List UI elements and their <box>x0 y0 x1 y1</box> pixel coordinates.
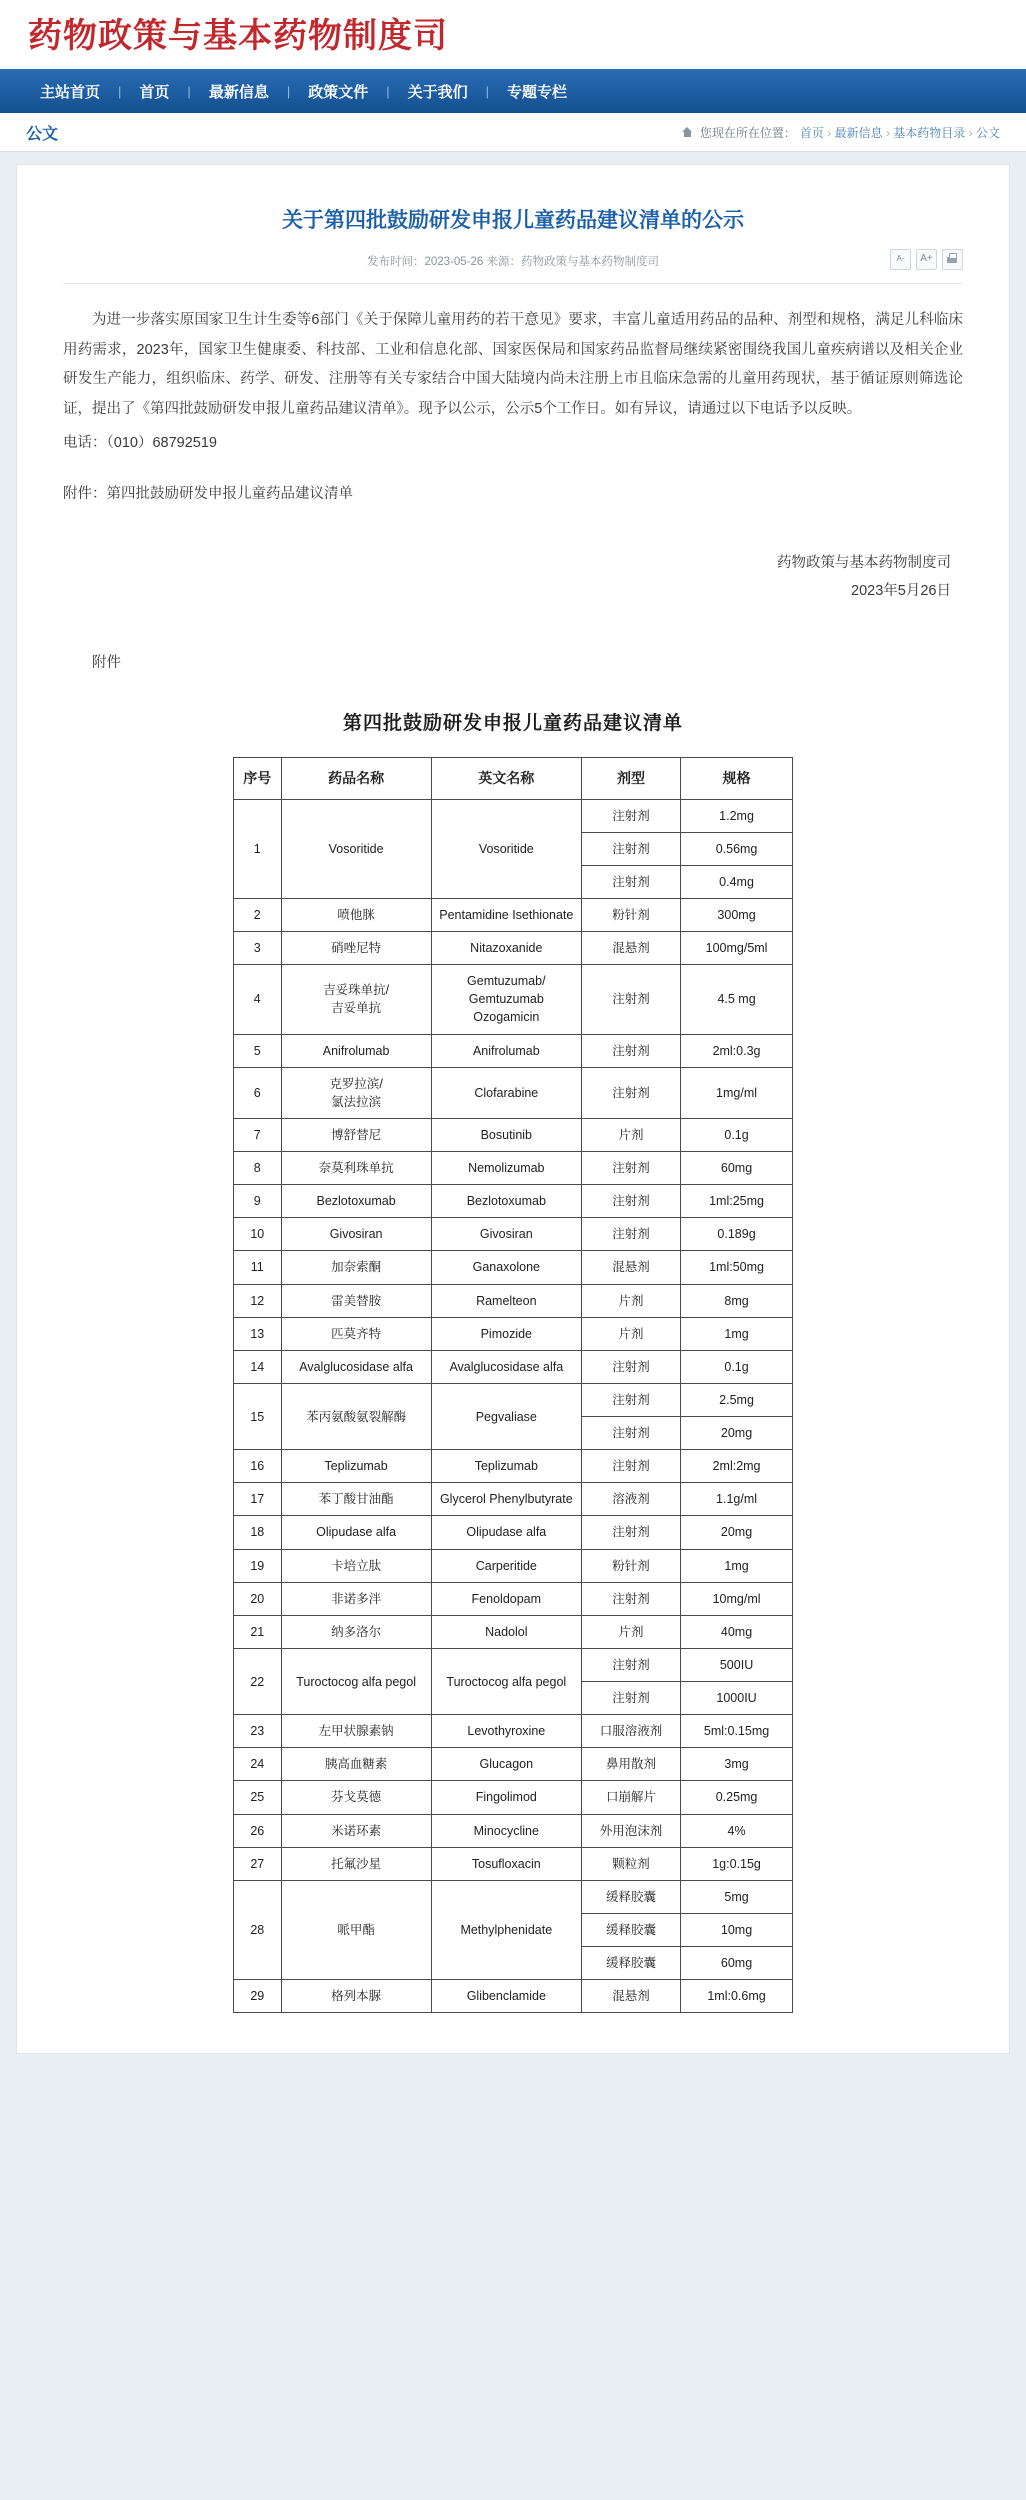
cell-dosage-form: 注射剂 <box>581 1516 680 1549</box>
cell-no: 23 <box>234 1715 282 1748</box>
cell-drug-name-cn: Anifrolumab <box>281 1034 431 1067</box>
cell-dosage-form: 注射剂 <box>581 799 680 832</box>
font-increase-button[interactable]: A+ <box>916 249 937 270</box>
cell-dosage-form: 混悬剂 <box>581 1980 680 2013</box>
cell-specification: 10mg/ml <box>681 1582 793 1615</box>
table-row <box>234 1483 793 1516</box>
table-row <box>234 1067 793 1118</box>
table-head <box>234 758 793 799</box>
cell-drug-name-cn: 哌甲酯 <box>281 1880 431 1979</box>
table-row <box>234 1118 793 1151</box>
cell-no: 9 <box>234 1185 282 1218</box>
breadcrumb-link-0[interactable]: 首页 <box>799 125 824 140</box>
cell-specification: 20mg <box>681 1516 793 1549</box>
drug-list-table <box>233 757 793 2013</box>
cell-no: 28 <box>234 1880 282 1979</box>
cell-drug-name-en: Clofarabine <box>431 1067 581 1118</box>
cell-dosage-form: 缓释胶囊 <box>581 1947 680 1980</box>
cell-specification: 2.5mg <box>681 1383 793 1416</box>
cell-drug-name-cn: 卡培立肽 <box>281 1549 431 1582</box>
table-header-4: 规格 <box>681 758 793 799</box>
cell-no: 10 <box>234 1218 282 1251</box>
cell-specification: 0.1g <box>681 1350 793 1383</box>
cell-dosage-form: 口崩解片 <box>581 1781 680 1814</box>
cell-specification: 8mg <box>681 1284 793 1317</box>
cell-dosage-form: 注射剂 <box>581 1067 680 1118</box>
cell-dosage-form: 注射剂 <box>581 1417 680 1450</box>
cell-drug-name-cn: Vosoritide <box>281 799 431 898</box>
cell-dosage-form: 口服溶液剂 <box>581 1715 680 1748</box>
cell-dosage-form: 缓释胶囊 <box>581 1913 680 1946</box>
table-header-3: 剂型 <box>581 758 680 799</box>
cell-drug-name-en: Nitazoxanide <box>431 932 581 965</box>
sub-header-bar <box>0 113 1026 152</box>
cell-dosage-form: 注射剂 <box>581 1682 680 1715</box>
cell-specification: 100mg/5ml <box>681 932 793 965</box>
cell-dosage-form: 颗粒剂 <box>581 1847 680 1880</box>
cell-drug-name-en: Ramelteon <box>431 1284 581 1317</box>
paragraph-main: 为进一步落实原国家卫生计生委等6部门《关于保障儿童用药的若干意见》要求，丰富儿童适用药品的品种、剂型和规格，满足儿科临床用药需求，2023年，国家卫生健康委、科技部、工业和信息化部、国家医保局和国家药品监督局继续紧密围绕我国儿童疾病谱以及相关企业研发生产能力，组织临床、药学、研发、注册等有关专家结合中国大陆境内尚未注册上市且临床急需的儿童用药现状，基于循证原则筛选论证，提出了《第四批鼓励研发申报儿童药品建议清单》。现予以公示，公示5个工作日。如有异议，请通过以下电话予以反映。 <box>63 311 963 418</box>
cell-specification: 1mg/ml <box>681 1067 793 1118</box>
breadcrumb[interactable] <box>682 124 1000 141</box>
cell-drug-name-cn: 格列本脲 <box>281 1980 431 2013</box>
cell-drug-name-en: Glucagon <box>431 1748 581 1781</box>
cell-drug-name-en: Glibenclamide <box>431 1980 581 2013</box>
signature-org: 药物政策与基本药物制度司 <box>777 555 951 572</box>
site-masthead <box>0 0 1026 69</box>
cell-specification: 10mg <box>681 1913 793 1946</box>
table-header-row <box>234 758 793 799</box>
cell-drug-name-cn: 雷美替胺 <box>281 1284 431 1317</box>
breadcrumb-items[interactable] <box>800 124 1000 141</box>
cell-dosage-form: 注射剂 <box>581 1582 680 1615</box>
cell-dosage-form: 片剂 <box>581 1118 680 1151</box>
cell-specification: 500IU <box>681 1648 793 1681</box>
cell-specification: 0.189g <box>681 1218 793 1251</box>
cell-no: 18 <box>234 1516 282 1549</box>
breadcrumb-link-2[interactable]: 基本药物目录 <box>893 125 966 140</box>
cell-drug-name-en: Fingolimod <box>431 1781 581 1814</box>
cell-drug-name-cn: 加奈索酮 <box>281 1251 431 1284</box>
table-row <box>234 1814 793 1847</box>
cell-specification: 5mg <box>681 1880 793 1913</box>
cell-no: 7 <box>234 1118 282 1151</box>
cell-drug-name-cn: Givosiran <box>281 1218 431 1251</box>
cell-no: 6 <box>234 1067 282 1118</box>
attachment-label: 附件 <box>92 655 121 672</box>
nav-item-3[interactable]: 政策文件 <box>308 83 369 101</box>
breadcrumb-separator: › <box>882 125 894 140</box>
cell-dosage-form: 粉针剂 <box>581 898 680 931</box>
main-navigation[interactable] <box>0 69 1026 113</box>
table-row <box>234 1152 793 1185</box>
cell-drug-name-en: Gemtuzumab/ Gemtuzumab Ozogamicin <box>431 965 581 1034</box>
cell-dosage-form: 混悬剂 <box>581 932 680 965</box>
cell-dosage-form: 缓释胶囊 <box>581 1880 680 1913</box>
cell-dosage-form: 注射剂 <box>581 1350 680 1383</box>
home-icon <box>682 127 693 137</box>
table-header-0: 序号 <box>234 758 282 799</box>
table-row <box>234 1350 793 1383</box>
cell-drug-name-en: Pegvaliase <box>431 1383 581 1449</box>
cell-dosage-form: 鼻用散剂 <box>581 1748 680 1781</box>
cell-dosage-form: 注射剂 <box>581 1450 680 1483</box>
cell-specification: 60mg <box>681 1947 793 1980</box>
cell-drug-name-en: Bosutinib <box>431 1118 581 1151</box>
cell-drug-name-en: Olipudase alfa <box>431 1516 581 1549</box>
cell-no: 14 <box>234 1350 282 1383</box>
cell-no: 12 <box>234 1284 282 1317</box>
nav-separator: | <box>118 83 122 99</box>
table-row <box>234 1880 793 1913</box>
table-row <box>234 965 793 1034</box>
table-row <box>234 1317 793 1350</box>
cell-no: 22 <box>234 1648 282 1714</box>
table-row <box>234 898 793 931</box>
cell-drug-name-cn: 胰高血糖素 <box>281 1748 431 1781</box>
table-row <box>234 1284 793 1317</box>
cell-specification: 5ml:0.15mg <box>681 1715 793 1748</box>
cell-specification: 3mg <box>681 1748 793 1781</box>
font-decrease-button[interactable]: A- <box>890 249 911 270</box>
document-tools[interactable] <box>890 249 963 270</box>
cell-drug-name-cn: Olipudase alfa <box>281 1516 431 1549</box>
table-row <box>234 1715 793 1748</box>
cell-drug-name-cn: Turoctocog alfa pegol <box>281 1648 431 1714</box>
nav-separator: | <box>485 83 490 99</box>
site-title: 药物政策与基本药物制度司 <box>28 17 448 55</box>
cell-dosage-form: 注射剂 <box>581 965 680 1034</box>
cell-drug-name-en: Nemolizumab <box>431 1152 581 1185</box>
document-card <box>16 164 1010 2054</box>
cell-no: 4 <box>234 965 282 1034</box>
cell-drug-name-en: Tosufloxacin <box>431 1847 581 1880</box>
table-header-1: 药品名称 <box>281 758 431 799</box>
table-row <box>234 1549 793 1582</box>
signature-block <box>63 550 963 605</box>
cell-drug-name-en: Carperitide <box>431 1549 581 1582</box>
breadcrumb-prefix: 您现在所在位置： <box>699 125 796 140</box>
table-row <box>234 1582 793 1615</box>
cell-specification: 1ml:50mg <box>681 1251 793 1284</box>
table-row <box>234 799 793 832</box>
table-row <box>234 1218 793 1251</box>
cell-drug-name-cn: 硝唑尼特 <box>281 932 431 965</box>
cell-drug-name-cn: 博舒替尼 <box>281 1118 431 1151</box>
cell-specification: 1.1g/ml <box>681 1483 793 1516</box>
cell-no: 26 <box>234 1814 282 1847</box>
cell-no: 27 <box>234 1847 282 1880</box>
cell-dosage-form: 溶液剂 <box>581 1483 680 1516</box>
cell-no: 24 <box>234 1748 282 1781</box>
table-row <box>234 932 793 965</box>
cell-drug-name-cn: 芬戈莫德 <box>281 1781 431 1814</box>
cell-no: 25 <box>234 1781 282 1814</box>
document-meta: 发布时间：2023-05-26 来源：药物政策与基本药物制度司 <box>366 255 660 268</box>
cell-drug-name-en: Nadolol <box>431 1615 581 1648</box>
signature-date: 2023年5月26日 <box>851 582 951 599</box>
cell-specification: 4% <box>681 1814 793 1847</box>
table-row <box>234 1034 793 1067</box>
cell-no: 17 <box>234 1483 282 1516</box>
cell-drug-name-cn: Bezlotoxumab <box>281 1185 431 1218</box>
cell-dosage-form: 混悬剂 <box>581 1251 680 1284</box>
cell-drug-name-cn: 匹莫齐特 <box>281 1317 431 1350</box>
cell-drug-name-en: Fenoldopam <box>431 1582 581 1615</box>
cell-dosage-form: 注射剂 <box>581 1034 680 1067</box>
cell-dosage-form: 片剂 <box>581 1615 680 1648</box>
cell-specification: 0.4mg <box>681 865 793 898</box>
cell-drug-name-en: Anifrolumab <box>431 1034 581 1067</box>
cell-drug-name-en: Minocycline <box>431 1814 581 1847</box>
cell-no: 5 <box>234 1034 282 1067</box>
table-row <box>234 1980 793 2013</box>
cell-specification: 1.2mg <box>681 799 793 832</box>
section-label: 公文 <box>26 125 59 143</box>
cell-specification: 1ml:25mg <box>681 1185 793 1218</box>
cell-drug-name-cn: 克罗拉滨/ 氯法拉滨 <box>281 1067 431 1118</box>
cell-drug-name-en: Ganaxolone <box>431 1251 581 1284</box>
nav-separator: | <box>286 83 291 99</box>
cell-specification: 1g:0.15g <box>681 1847 793 1880</box>
cell-dosage-form: 注射剂 <box>581 1185 680 1218</box>
cell-no: 1 <box>234 799 282 898</box>
cell-no: 21 <box>234 1615 282 1648</box>
cell-dosage-form: 注射剂 <box>581 1383 680 1416</box>
nav-separator: | <box>386 83 390 99</box>
cell-dosage-form: 外用泡沫剂 <box>581 1814 680 1847</box>
document-meta-row <box>63 253 963 284</box>
cell-drug-name-en: Bezlotoxumab <box>431 1185 581 1218</box>
nav-item-4[interactable]: 关于我们 <box>407 83 468 101</box>
cell-drug-name-en: Avalglucosidase alfa <box>431 1350 581 1383</box>
cell-dosage-form: 注射剂 <box>581 832 680 865</box>
cell-drug-name-cn: 纳多洛尔 <box>281 1615 431 1648</box>
cell-specification: 1mg <box>681 1549 793 1582</box>
cell-drug-name-en: Givosiran <box>431 1218 581 1251</box>
cell-no: 29 <box>234 1980 282 2013</box>
nav-item-1[interactable]: 首页 <box>139 83 170 101</box>
cell-dosage-form: 粉针剂 <box>581 1549 680 1582</box>
cell-no: 3 <box>234 932 282 965</box>
cell-drug-name-cn: 托氟沙星 <box>281 1847 431 1880</box>
cell-drug-name-cn: 非诺多泮 <box>281 1582 431 1615</box>
cell-drug-name-en: Methylphenidate <box>431 1880 581 1979</box>
cell-specification: 2ml:2mg <box>681 1450 793 1483</box>
cell-specification: 1000IU <box>681 1682 793 1715</box>
table-body <box>234 799 793 2013</box>
cell-drug-name-cn: 米诺环素 <box>281 1814 431 1847</box>
cell-drug-name-cn: 喷他脒 <box>281 898 431 931</box>
table-row <box>234 1648 793 1681</box>
cell-dosage-form: 注射剂 <box>581 1648 680 1681</box>
cell-no: 20 <box>234 1582 282 1615</box>
table-row <box>234 1383 793 1416</box>
paragraph-phone: 电话：（010）68792519 <box>63 434 217 451</box>
cell-no: 13 <box>234 1317 282 1350</box>
cell-drug-name-cn: Avalglucosidase alfa <box>281 1350 431 1383</box>
nav-item-2[interactable]: 最新信息 <box>208 83 269 101</box>
cell-drug-name-en: Vosoritide <box>431 799 581 898</box>
table-row <box>234 1516 793 1549</box>
cell-no: 16 <box>234 1450 282 1483</box>
cell-specification: 0.1g <box>681 1118 793 1151</box>
cell-specification: 0.25mg <box>681 1781 793 1814</box>
cell-drug-name-en: Teplizumab <box>431 1450 581 1483</box>
cell-drug-name-cn: 苯丁酸甘油酯 <box>281 1483 431 1516</box>
cell-no: 2 <box>234 898 282 931</box>
nav-separator: | <box>187 83 191 99</box>
cell-specification: 1mg <box>681 1317 793 1350</box>
table-row <box>234 1251 793 1284</box>
cell-drug-name-en: Turoctocog alfa pegol <box>431 1648 581 1714</box>
cell-drug-name-cn: 吉妥珠单抗/ 吉妥单抗 <box>281 965 431 1034</box>
cell-drug-name-en: Levothyroxine <box>431 1715 581 1748</box>
print-icon[interactable] <box>942 249 963 270</box>
cell-dosage-form: 注射剂 <box>581 1152 680 1185</box>
breadcrumb-link-3[interactable]: 公文 <box>975 125 1000 140</box>
cell-dosage-form: 片剂 <box>581 1284 680 1317</box>
cell-drug-name-en: Glycerol Phenylbutyrate <box>431 1483 581 1516</box>
cell-specification: 40mg <box>681 1615 793 1648</box>
content-wrapper <box>0 152 1026 2074</box>
cell-specification: 60mg <box>681 1152 793 1185</box>
table-row <box>234 1615 793 1648</box>
breadcrumb-separator: › <box>965 125 976 140</box>
cell-specification: 300mg <box>681 898 793 931</box>
cell-specification: 20mg <box>681 1417 793 1450</box>
cell-drug-name-cn: 左甲状腺素钠 <box>281 1715 431 1748</box>
nav-item-5[interactable]: 专题专栏 <box>507 83 568 101</box>
document-body <box>63 306 963 510</box>
table-title: 第四批鼓励研发申报儿童药品建议清单 <box>342 713 683 735</box>
paragraph-attachment: 附件：第四批鼓励研发申报儿童药品建议清单 <box>63 486 353 503</box>
breadcrumb-separator: › <box>823 125 835 140</box>
table-row <box>234 1748 793 1781</box>
cell-no: 11 <box>234 1251 282 1284</box>
page-title: 关于第四批鼓励研发申报儿童药品建议清单的公示 <box>282 209 744 233</box>
cell-drug-name-en: Pentamidine Isethionate <box>431 898 581 931</box>
cell-dosage-form: 片剂 <box>581 1317 680 1350</box>
cell-no: 19 <box>234 1549 282 1582</box>
cell-no: 8 <box>234 1152 282 1185</box>
table-header-2: 英文名称 <box>431 758 581 799</box>
cell-specification: 2ml:0.3g <box>681 1034 793 1067</box>
cell-drug-name-cn: Teplizumab <box>281 1450 431 1483</box>
table-row <box>234 1781 793 1814</box>
table-row <box>234 1450 793 1483</box>
nav-item-0[interactable]: 主站首页 <box>40 83 101 101</box>
breadcrumb-link-1[interactable]: 最新信息 <box>834 125 883 140</box>
cell-no: 15 <box>234 1383 282 1449</box>
cell-drug-name-cn: 奈莫利珠单抗 <box>281 1152 431 1185</box>
table-row <box>234 1185 793 1218</box>
cell-drug-name-cn: 苯丙氨酸氨裂解酶 <box>281 1383 431 1449</box>
cell-specification: 0.56mg <box>681 832 793 865</box>
cell-dosage-form: 注射剂 <box>581 1218 680 1251</box>
cell-drug-name-en: Pimozide <box>431 1317 581 1350</box>
cell-dosage-form: 注射剂 <box>581 865 680 898</box>
cell-specification: 1ml:0.6mg <box>681 1980 793 2013</box>
table-row <box>234 1847 793 1880</box>
cell-specification: 4.5 mg <box>681 965 793 1034</box>
